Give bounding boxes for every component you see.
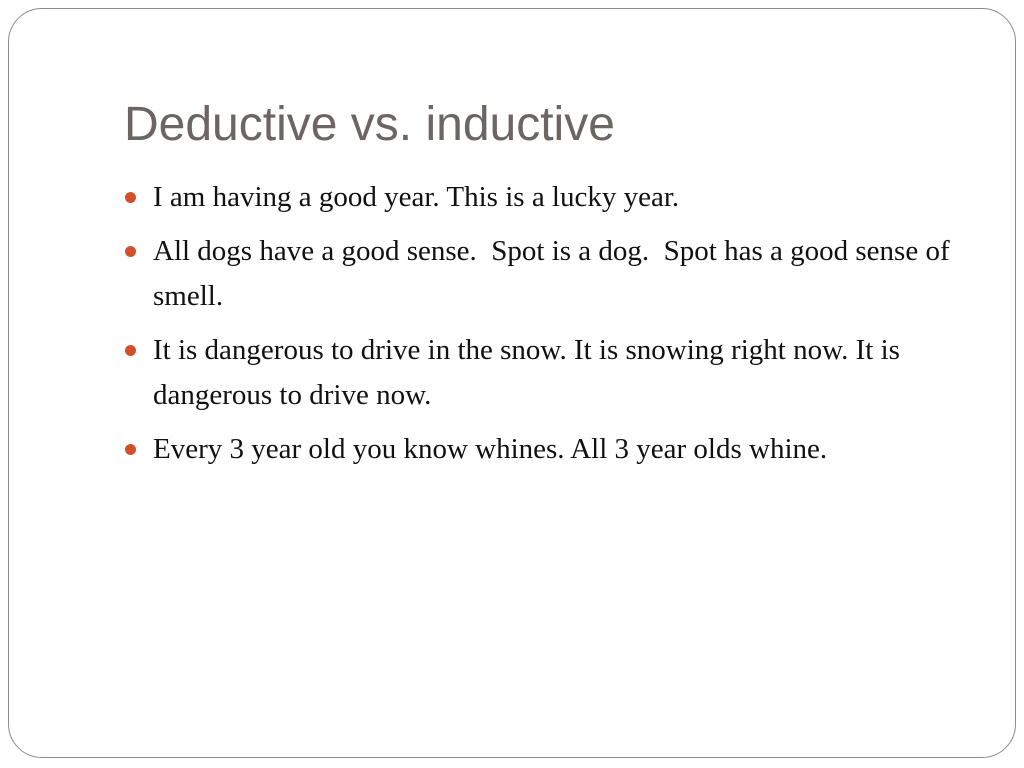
bullet-dot-icon: [125, 192, 136, 203]
bullet-list: [124, 175, 964, 481]
bullet-dot-icon: [125, 345, 136, 356]
bullet-text: It is dangerous to drive in the snow. It is snowing right now. It is dangerous to drive now.: [153, 334, 908, 411]
bullet-text: Every 3 year old you know whines. All 3 year olds whine.: [153, 433, 828, 465]
bullet-item: [124, 175, 964, 220]
bullet-item: [124, 427, 964, 472]
slide-frame: [8, 8, 1016, 758]
bullet-dot-icon: [125, 246, 136, 257]
slide-title: Deductive vs. inductive: [124, 98, 615, 151]
bullet-dot-icon: [125, 444, 136, 455]
bullet-text: I am having a good year. This is a lucky year.: [153, 181, 680, 213]
bullet-item: [124, 229, 964, 319]
bullet-text: All dogs have a good sense. Spot is a dog. Spot has a good sense of smell.: [153, 235, 957, 312]
bullet-item: [124, 328, 964, 418]
